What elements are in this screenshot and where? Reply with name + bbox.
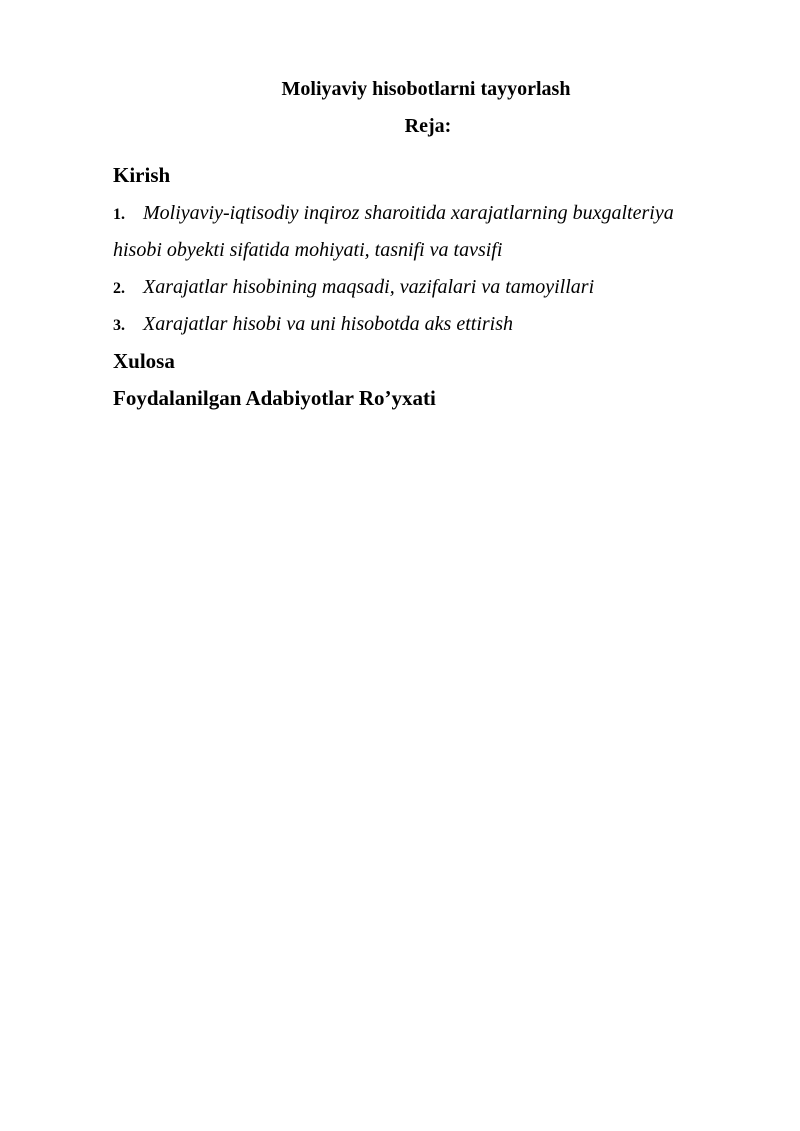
plan-item-1 <box>113 200 674 228</box>
plan-item-3-number: 3. <box>113 317 125 334</box>
plan-item-3 <box>113 311 513 339</box>
plan-item-1-text-continued: hisobi obyekti sifatida mohiyati, tasnifi va tavsifi <box>113 239 503 261</box>
document-title: Moliyaviy hisobotlarni tayyorlash <box>281 78 571 100</box>
plan-item-2-text: Xarajatlar hisobining maqsadi, vazifalari va tamoyillari <box>143 276 595 298</box>
references-heading: Foydalanilgan Adabiyotlar Ro’yxati <box>113 386 436 410</box>
plan-item-1-text: Moliyaviy-iqtisodiy inqiroz sharoitida xarajatlarning buxgalteriya <box>143 202 674 224</box>
plan-item-2-number: 2. <box>113 280 125 297</box>
plan-item-3-text: Xarajatlar hisobi va uni hisobotda aks ettirish <box>143 313 514 335</box>
plan-item-1-number: 1. <box>113 206 125 223</box>
conclusion-heading: Xulosa <box>113 349 175 373</box>
plan-item-2 <box>113 274 594 302</box>
intro-heading: Kirish <box>113 163 171 187</box>
plan-heading: Reja: <box>404 115 452 137</box>
